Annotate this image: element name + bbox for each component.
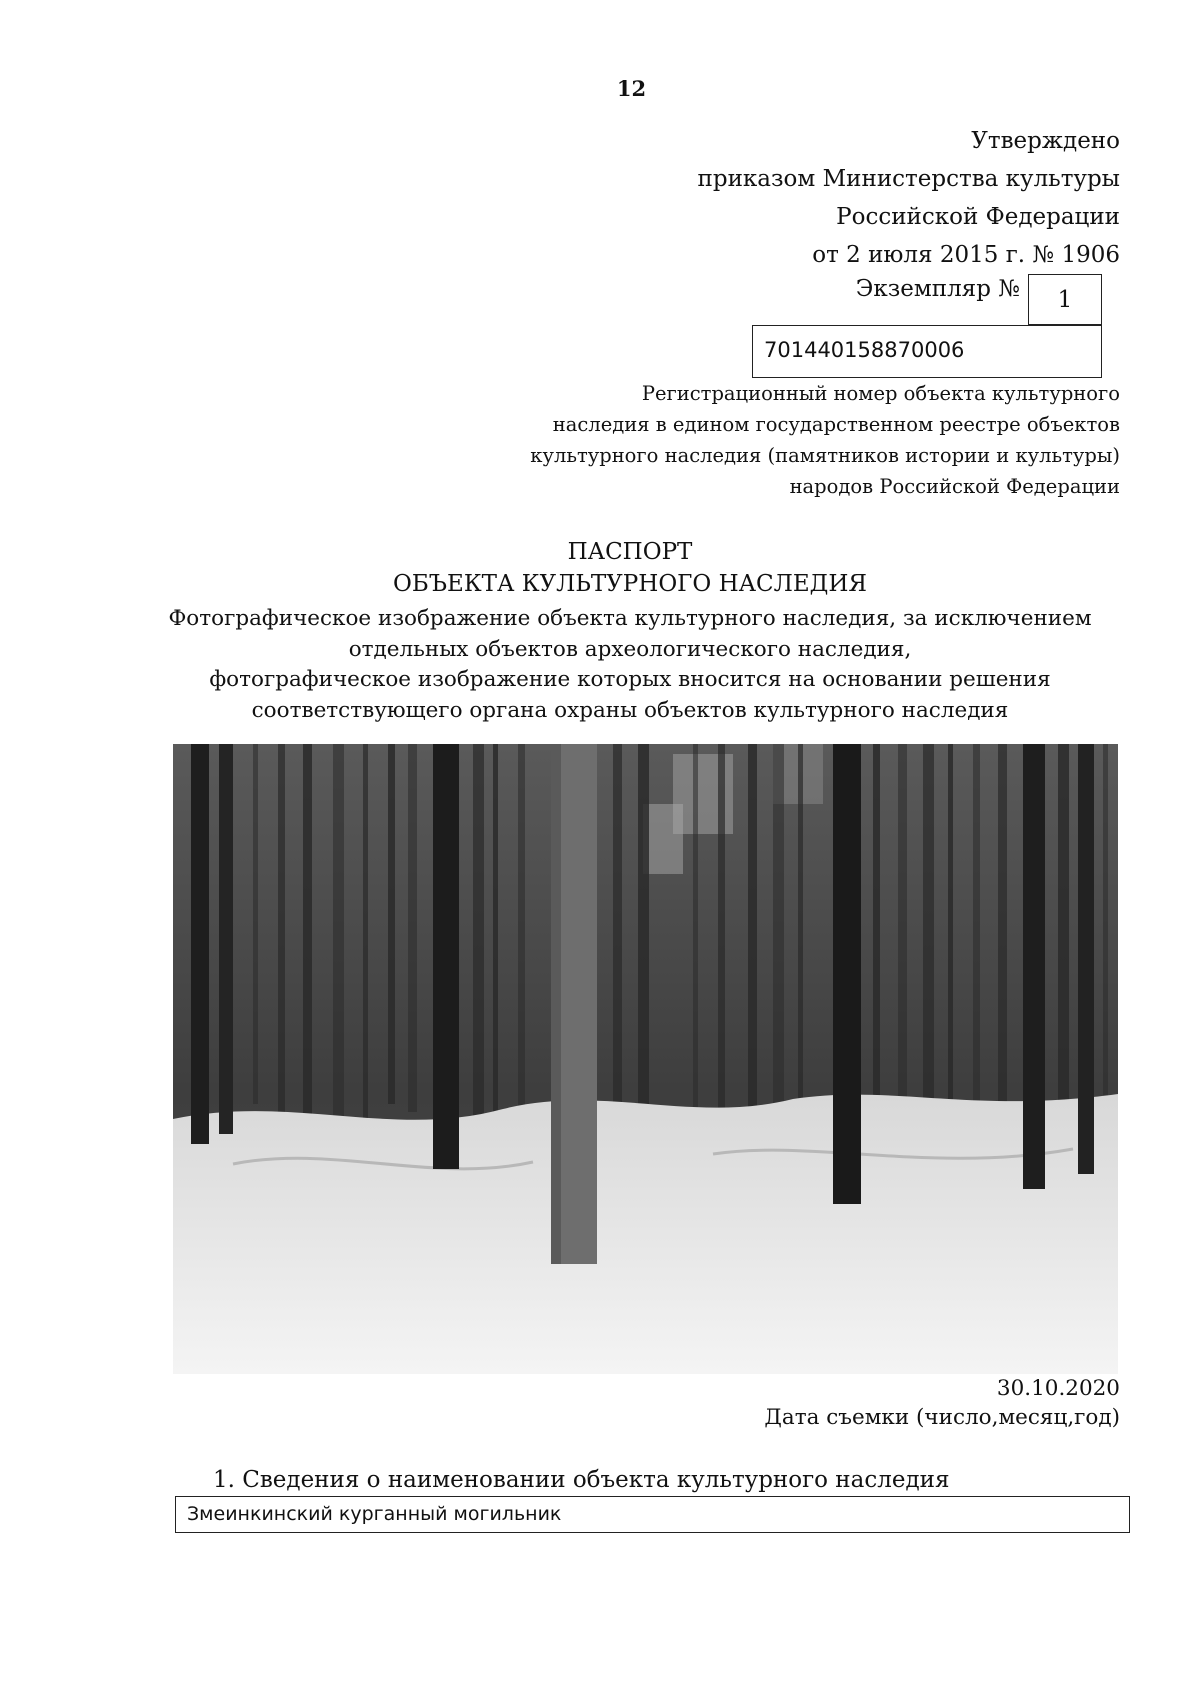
instance-number: 1 (1057, 286, 1073, 313)
approval-line: приказом Министерства культуры (697, 166, 1120, 192)
title-line: ОБЪЕКТА КУЛЬТУРНОГО НАСЛЕДИЯ (393, 571, 867, 597)
object-name: Змеинкинский курганный могильник (187, 1503, 562, 1525)
page-number: 12 (616, 76, 647, 101)
title-line: ПАСПОРТ (567, 539, 693, 565)
registration-caption-line: наследия в едином государственном реестре объектов (552, 413, 1120, 436)
registration-caption-line: Регистрационный номер объекта культурного (641, 382, 1120, 405)
subtitle-line: фотографическое изображение которых вносится на основании решения (209, 667, 1051, 692)
approval-line: Российской Федерации (836, 204, 1120, 230)
shooting-date-caption: Дата съемки (число,месяц,год) (764, 1405, 1120, 1430)
registration-caption (480, 378, 1120, 502)
object-name-box (175, 1496, 1130, 1533)
shooting-date: 30.10.2020 (996, 1376, 1120, 1401)
section-heading: 1. Сведения о наименовании объекта культурного наследия (213, 1467, 950, 1493)
document-title (130, 536, 1130, 600)
instance-number-box (1028, 274, 1102, 325)
object-photograph (173, 744, 1118, 1374)
registration-caption-line: культурного наследия (памятников истории и культуры) (530, 444, 1120, 467)
registration-number: 701440158870006 (764, 338, 965, 362)
instance-label: Экземпляр № (855, 276, 1020, 302)
approval-line: от 2 июля 2015 г. № 1906 (812, 242, 1120, 268)
subtitle-line: соответствующего органа охраны объектов культурного наследия (251, 697, 1009, 723)
document-subtitle (130, 604, 1130, 726)
approval-block (560, 122, 1120, 274)
subtitle-line: Фотографическое изображение объекта культурного наследия, за исключением (168, 606, 1092, 631)
registration-caption-line: народов Российской Федерации (789, 475, 1120, 498)
registration-number-box (752, 325, 1102, 378)
approval-line: Утверждено (971, 128, 1120, 154)
subtitle-line: отдельных объектов археологического наследия, (348, 636, 912, 662)
